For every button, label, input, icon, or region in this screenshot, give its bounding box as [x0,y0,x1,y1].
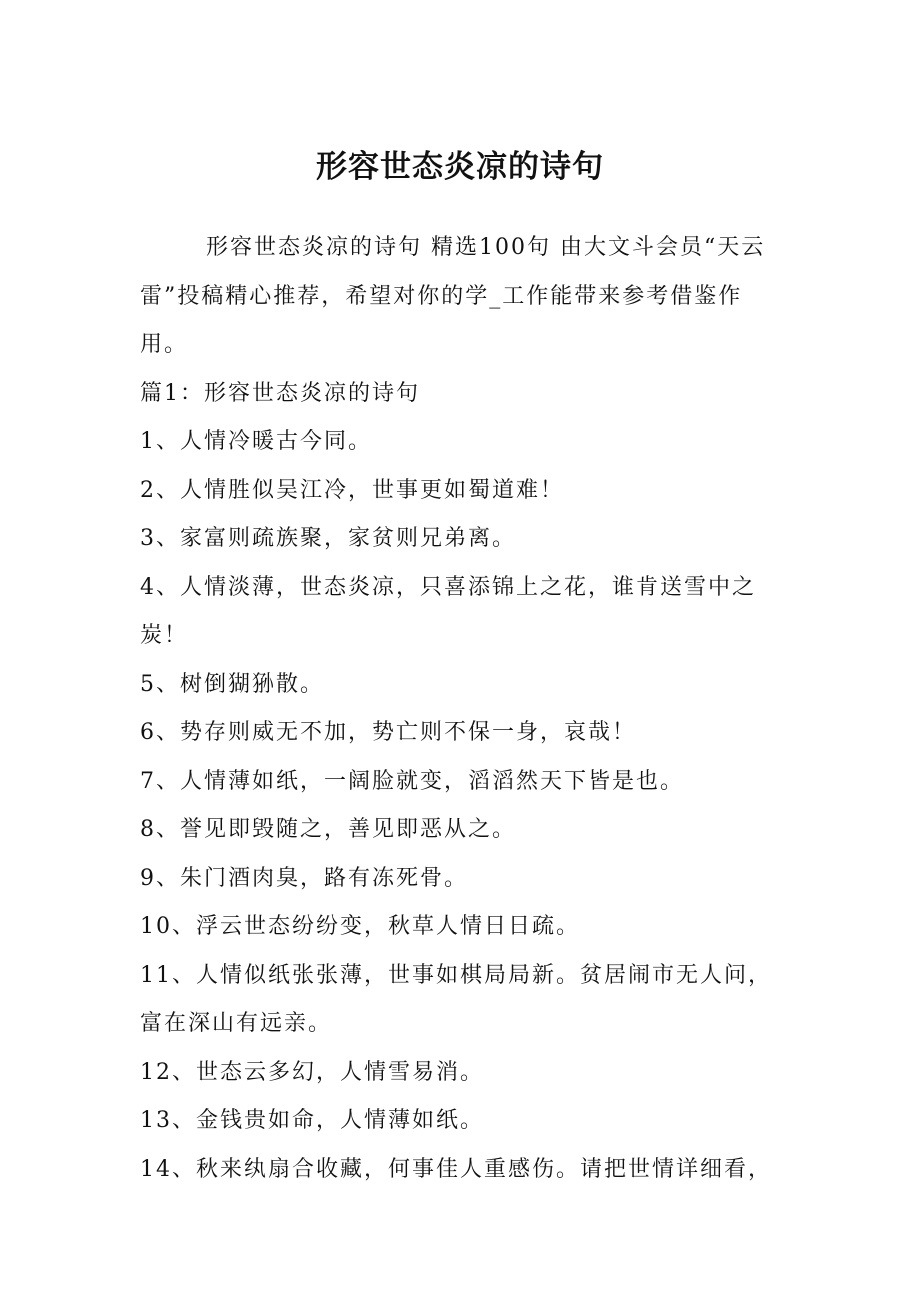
document-title: 形容世态炎凉的诗句 [316,149,604,185]
list-item: 12、世态云多幻，人情雪易消。 [140,1059,484,1085]
list-item: 2、人情胜似吴江冷，世事更如蜀道难！ [140,477,564,503]
list-item: 8、誉见即毁随之，善见即恶从之。 [140,817,516,842]
section-heading: 篇1：形容世态炎凉的诗句 [140,380,420,406]
intro-paragraph: 形容世态炎凉的诗句 精选100句 由大文斗会员“天云雷”投稿精心推荐，希望对你的学_工作能带来参考借鉴作用。 [140,235,766,357]
list-item: 4、人情淡薄，世态炎凉，只喜添锦上之花，谁肯送雪中之炭！ [140,574,756,648]
list-item: 14、秋来纨扇合收藏，何事佳人重感伤。请把世情详细看， [140,1156,772,1182]
document-body [140,224,785,1194]
list-item: 13、金钱贵如命，人情薄如纸。 [140,1108,484,1133]
list-item: 5、树倒猢狲散。 [140,671,324,697]
list-item: 6、势存则威无不加，势亡则不保一身，哀哉！ [140,720,636,745]
list-item: 9、朱门酒肉臭，路有冻死骨。 [140,865,468,891]
list-item: 3、家富则疏族聚，家贫则兄弟离。 [140,526,516,551]
list-item: 1、人情冷暖古今同。 [140,429,372,454]
list-item: 11、人情似纸张张薄，世事如棋局局新。贫居闹市无人问，富在深山有远亲。 [140,962,772,1036]
list-item: 10、浮云世态纷纷变，秋草人情日日疏。 [140,914,580,939]
list-item: 7、人情薄如纸，一阔脸就变，滔滔然天下皆是也。 [140,768,684,794]
